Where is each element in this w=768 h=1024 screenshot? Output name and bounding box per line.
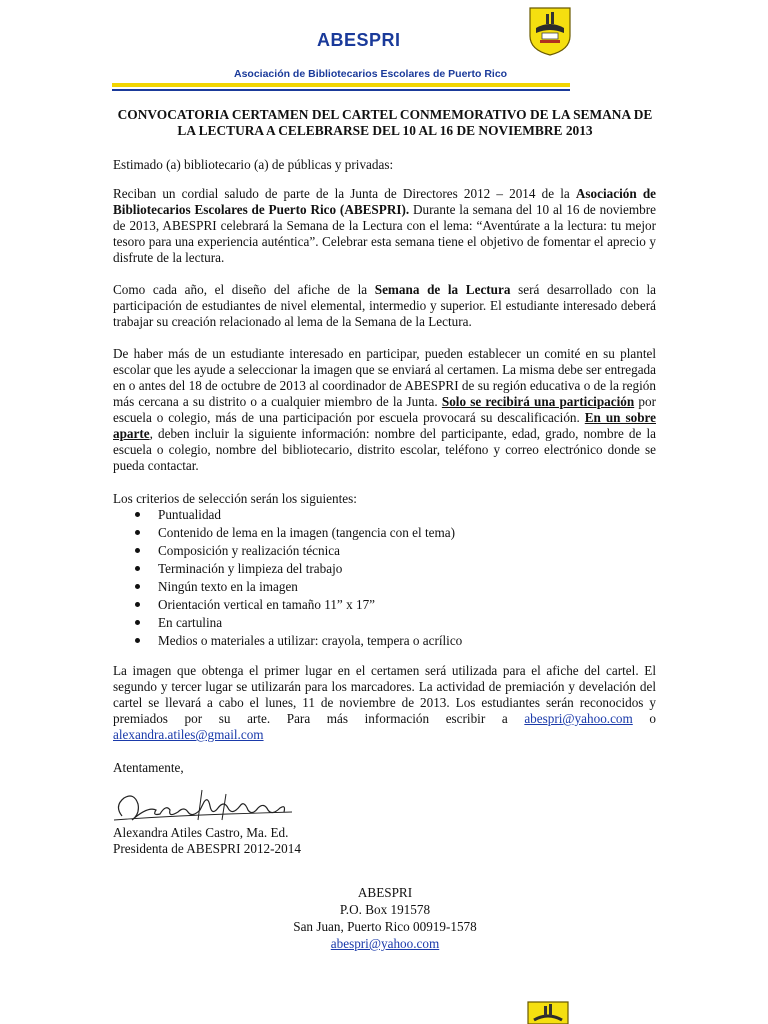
- address-email-link[interactable]: abespri@yahoo.com: [330, 936, 440, 951]
- org-full-name: Asociación de Bibliotecarios Escolares de Puerto Rico: [234, 68, 508, 80]
- closing: Atentamente,: [113, 760, 184, 775]
- signatory-name: Alexandra Atiles Castro, Ma. Ed.: [113, 825, 289, 840]
- address-pobox: P.O. Box 191578: [339, 902, 431, 917]
- criteria-intro: Los criterios de selección serán los siguientes:: [113, 491, 357, 506]
- list-item: Composición y realización técnica: [113, 543, 653, 561]
- abespri-shield-logo-icon: [528, 6, 572, 56]
- mailing-address: [230, 885, 540, 953]
- list-item: Puntualidad: [113, 507, 653, 525]
- header-rule-blue: [112, 89, 570, 91]
- letterhead: [0, 0, 768, 100]
- list-item: Terminación y limpieza del trabajo: [113, 561, 653, 579]
- abespri-shield-logo-icon: [526, 1000, 570, 1024]
- design-paragraph: Como cada año, el diseño del afiche de la Semana de la Lectura será desarrollado con la participación de estudiantes de nivel elemental, intermedio y superior. El estudiante interesado deberá trabajar su creación relacionado al lema de la Semana de la Lectura.: [113, 282, 656, 329]
- org-acronym: ABESPRI: [317, 30, 401, 50]
- handwritten-signature: [108, 776, 298, 830]
- email-link-abespri[interactable]: abespri@yahoo.com: [524, 711, 633, 726]
- list-item: Orientación vertical en tamaño 11” x 17”: [113, 597, 653, 615]
- submission-paragraph: De haber más de un estudiante interesado en participar, pueden establecer un comité en su plantel escolar que les ayude a seleccionar la imagen que se enviará al certamen. La misma debe ser entregada en o antes del 18 de octubre de 2013 al coordinador de ABESPRI de su región educativa o de la región más cercana a su distrito o a cualquier miembro de la Junta. Solo se recibirá una participación por escuela o colegio, más de una participación por escuela provocará su descalificación. En un sobre aparte, deben incluir la siguiente información: nombre del participante, edad, grado, nombre de la escuela o colegio, nombre del bibliotecario, distrito escolar, teléfono y correo electrónico donde se pueda contactar.: [113, 346, 657, 473]
- list-item: En cartulina: [113, 615, 653, 633]
- list-item: Ningún texto en la imagen: [113, 579, 653, 597]
- criteria-list: [113, 507, 653, 651]
- results-paragraph: La imagen que obtenga el primer lugar en el certamen será utilizada para el afiche del cartel. El segundo y tercer lugar se utilizarán para los marcadores. La actividad de premiación y develación del cartel se llevará a cabo el lunes, 11 de noviembre de 2013. Los estudiantes serán reconocidos y premiados por su arte. Para más información escribir a abespri@yahoo.com o alexandra.atiles@gmail.com: [113, 663, 657, 742]
- header-rule-yellow: [112, 83, 570, 87]
- page-title: CONVOCATORIA CERTAMEN DEL CARTEL CONMEMORATIVO DE LA SEMANA DE LA LECTURA A CELEBRARSE DEL 10 AL 16 DE NOVIEMBRE 2013: [117, 107, 653, 138]
- email-link-alexandra[interactable]: alexandra.atiles@gmail.com: [113, 727, 264, 742]
- signatory-role: Presidenta de ABESPRI 2012-2014: [113, 841, 301, 856]
- list-item: Medios o materiales a utilizar: crayola, tempera o acrílico: [113, 633, 653, 651]
- intro-paragraph: Reciban un cordial saludo de parte de la Junta de Directores 2012 – 2014 de la Asociación de Bibliotecarios Escolares de Puerto Rico (ABESPRI). Durante la semana del 10 al 16 de noviembre de 2013, ABESPRI celebrará la Semana de la Lectura con el lema: “Aventúrate a la lectura: tu mejor tesoro para una experiencia auténtica”. Celebrar esta semana tiene el objetivo de fomentar el aprecio y disfrute de la lectura.: [113, 186, 657, 265]
- address-org: ABESPRI: [357, 885, 413, 900]
- greeting: Estimado (a) bibliotecario (a) de públicas y privadas:: [113, 157, 394, 172]
- list-item: Contenido de lema en la imagen (tangencia con el tema): [113, 525, 653, 543]
- address-city: San Juan, Puerto Rico 00919-1578: [293, 919, 477, 934]
